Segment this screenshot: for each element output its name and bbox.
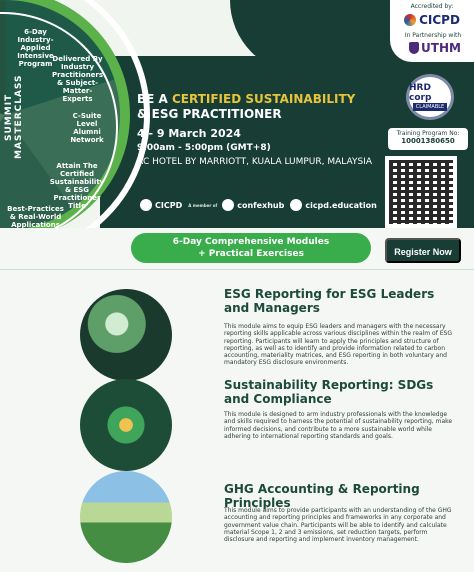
education-circle-icon	[290, 199, 302, 211]
uthm-shield-icon	[409, 42, 419, 54]
accredited-label: Accredited by:	[410, 3, 454, 10]
wheel-item: Attain The Certified Sustainability & ESG Practitioner Title	[49, 162, 105, 210]
module-description: This module aims to equip ESG leaders and managers with the necessary reporting skills applicable across various disciplines within the realm of ESG reporting. Participants will learn to apply the principles and structure of reporting, as well as to identify and provide information related to carbon accounting, materiality matrices, and ESG reporting in both voluntary and mandatory ESG disclosure environments.	[224, 323, 452, 367]
cicpd-accreditation-logo	[392, 11, 472, 29]
hero-banner	[0, 0, 474, 228]
module-title: ESG Reporting for ESG Leaders and Managers	[224, 287, 435, 315]
wheel-item: 6-Day Industry-Applied Intensive Program	[17, 28, 54, 68]
section-divider	[0, 269, 474, 270]
cicpd-logo: CICPD	[140, 199, 182, 211]
module-title: Sustainability Reporting: SDGs and Compliance	[224, 378, 434, 406]
qr-code-pattern	[389, 160, 453, 224]
cicpd-logo-icon	[404, 14, 416, 26]
uthm-logo-text: UTHM	[421, 41, 461, 55]
hrd-claimable-badge	[406, 74, 454, 120]
module-description: This module aims to provide participants with an understanding of the GHG accounting and reporting principles and frameworks in any corporate and government value chain. Participants will be able to identify and calculate material Scope 1, 2 and 3 emissions, set reduction targets, perform disclosure and reporting and implement inventory management.	[224, 507, 452, 544]
cicpd-logo-text: CICPD	[419, 13, 460, 27]
training-program-number: Training Program No: 10001380650	[388, 128, 468, 150]
wheel-item: Delivered By Industry Practitioners & Subject-Matter-Experts	[51, 55, 104, 103]
partnership-label: In Partnership with	[404, 32, 462, 39]
confexhub-logo: A member of confexhub	[188, 200, 285, 210]
module-image-sdgs	[80, 379, 172, 471]
uthm-logo	[398, 40, 472, 56]
qr-code-icon[interactable]	[385, 156, 457, 228]
summit-masterclass-label: SUMMIT MASTERCLASS	[4, 74, 24, 160]
event-time: 9:00am - 5:00pm (GMT+8)	[137, 143, 271, 153]
education-logo: cicpd.education	[290, 199, 376, 211]
hrd-logo-text: HRD corp	[409, 83, 432, 103]
wheel-item: Best-Practices & Real-World Applications	[7, 205, 64, 228]
event-title: BE A CERTIFIED SUSTAINABILITY & ESG PRACTITIONER	[137, 92, 356, 121]
module-image-ghg	[80, 471, 172, 563]
event-venue: AC HOTEL BY MARRIOTT, KUALA LUMPUR, MALAYSIA	[137, 157, 372, 167]
confexhub-circle-icon	[222, 199, 234, 211]
module-title: GHG Accounting & Reporting Principles	[224, 482, 420, 510]
claimable-label: CLAIMABLE	[413, 103, 447, 111]
register-now-button[interactable]: Register Now	[385, 238, 461, 263]
module-image-esg	[80, 289, 172, 381]
module-description: This module is designed to arm industry professionals with the knowledge and skills required to harness the potential of sustainability reporting, make informed decisions, and contribute to a more sustainable world while adhering to international reporting standards and goals.	[224, 411, 453, 440]
modules-banner: 6-Day Comprehensive Modules + Practical Exercises	[131, 233, 371, 263]
wheel-item: C-Suite Level Alumni Network	[70, 112, 104, 144]
event-dates: 4 - 9 March 2024	[137, 127, 241, 140]
cicpd-circle-icon	[140, 199, 152, 211]
partner-logos	[140, 194, 380, 216]
